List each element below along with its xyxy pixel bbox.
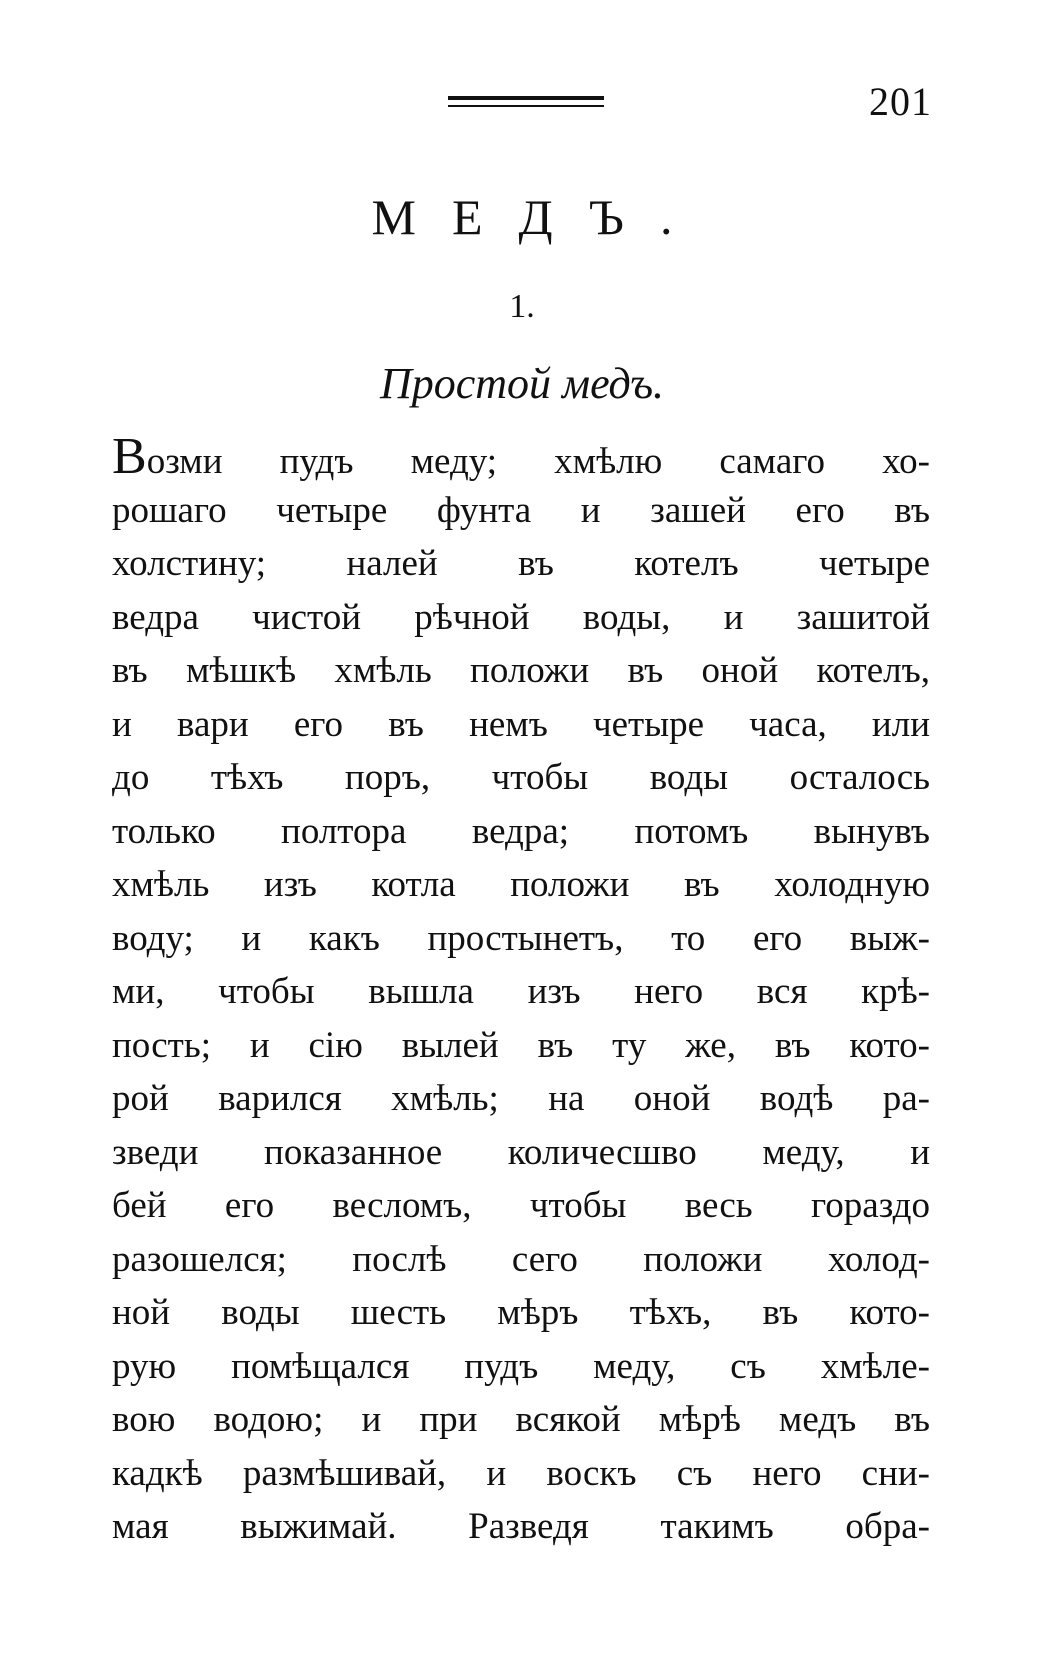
text-line: рую помѣщался пудъ меду, съ хмѣле-: [112, 1345, 930, 1387]
text-line: рой варился хмѣль; на оной водѣ ра-: [112, 1078, 930, 1119]
text-line-content: озми пудъ меду; хмѣлю самаго хо-: [146, 441, 930, 482]
text-line: бей его весломъ, чтобы весь гораздо: [112, 1185, 930, 1226]
text-line: вою водою; и при всякой мѣрѣ медъ въ: [112, 1399, 930, 1440]
text-line: только полтора ведра; потомъ вынувъ: [112, 810, 930, 852]
text-line: до тѣхъ поръ, чтобы воды осталось: [112, 757, 930, 798]
text-line: разошелся; послѣ сего положи холод-: [112, 1238, 930, 1280]
page-number: 201: [869, 79, 932, 124]
text-line: [112, 430, 930, 484]
text-line: кадкѣ размѣшивай, и воскъ съ него сни-: [112, 1452, 930, 1494]
body-text: [112, 430, 930, 1554]
drop-cap: В: [112, 428, 147, 485]
text-line: въ мѣшкѣ хмѣль положи въ оной котелъ,: [112, 650, 930, 691]
text-line: и вари его въ немъ четыре часа, или: [112, 703, 930, 745]
text-line: мая выжимай. Разведя такимъ обра-: [112, 1506, 930, 1547]
text-line: воду; и какъ простынетъ, то его выж-: [112, 917, 930, 959]
header-rule-thin: [448, 105, 604, 107]
header-rule-thick: [448, 96, 604, 100]
section-title: МЕДЪ.: [371, 189, 709, 245]
text-line: ведра чистой рѣчной воды, и зашитой: [112, 596, 930, 638]
section-number: 1.: [509, 288, 535, 325]
text-line: зведи показанное количесшво меду, и: [112, 1131, 930, 1173]
text-line: холстину; налей въ котелъ четыре: [112, 543, 930, 584]
recipe-title: Простой медъ.: [379, 359, 665, 408]
text-line: ной воды шесть мѣръ тѣхъ, въ кото-: [112, 1292, 930, 1333]
text-line: рошаго четыре фунта и зашей его въ: [112, 489, 930, 531]
text-line: пость; и сію вылей въ ту же, въ кото-: [112, 1024, 930, 1066]
text-line: хмѣль изъ котла положи въ холодную: [112, 864, 930, 905]
header-double-rule: [448, 96, 604, 110]
text-line: ми, чтобы вышла изъ него вся крѣ-: [112, 971, 930, 1012]
